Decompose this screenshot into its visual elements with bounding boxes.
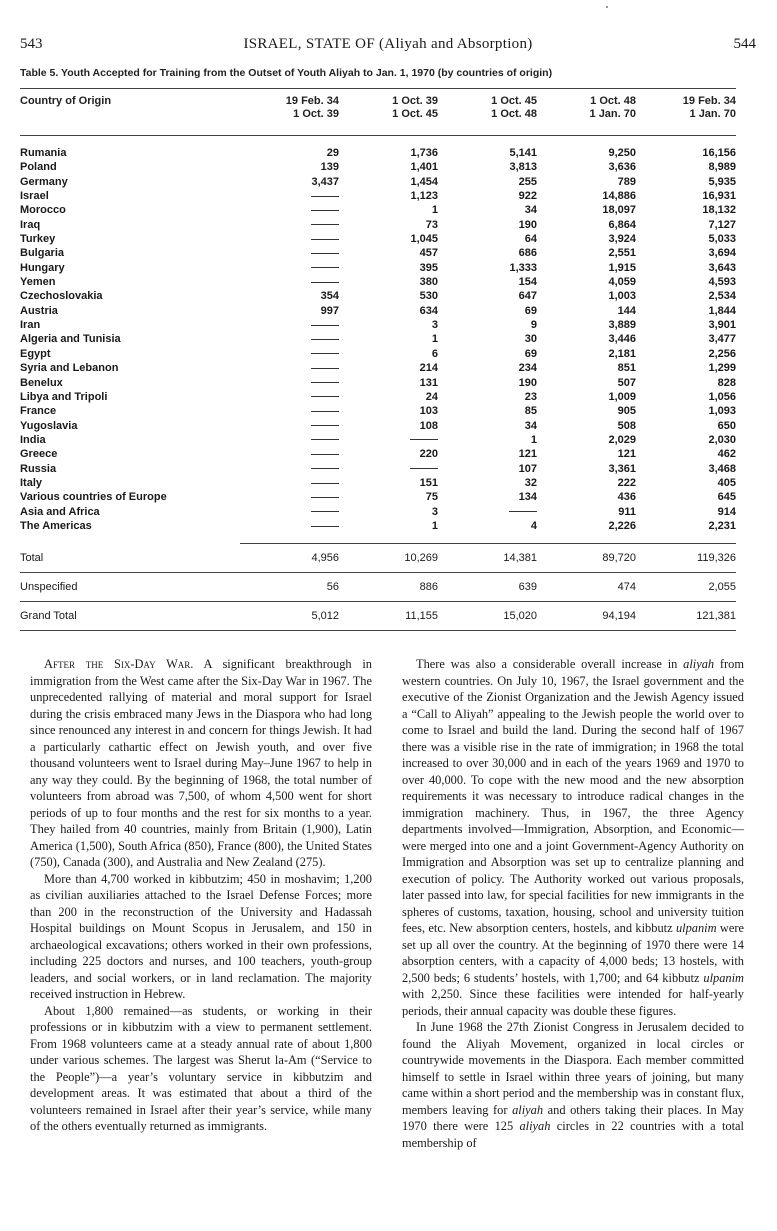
header-line2: 1 Oct. 39 <box>293 108 339 120</box>
header-line1: 1 Oct. 45 <box>491 95 537 107</box>
cell-value: 3,468 <box>708 462 736 475</box>
cell-value: 18,132 <box>702 204 736 217</box>
table-row <box>20 175 736 189</box>
header-line2: 1 Oct. 48 <box>491 108 537 120</box>
cell-value: 4,593 <box>708 276 736 289</box>
cell-value: 905 <box>617 405 636 418</box>
cell-value: 1,401 <box>410 161 438 174</box>
cell-value: 1 <box>431 519 438 532</box>
running-head <box>20 36 756 56</box>
row-label: Benelux <box>20 376 63 389</box>
dash-mark <box>311 253 339 254</box>
row-label: Algeria and Tunisia <box>20 333 121 346</box>
row-label: Libya and Tripoli <box>20 390 108 403</box>
cell-value: 2,551 <box>608 247 636 260</box>
row-label: Iran <box>20 319 41 332</box>
cell-value: 462 <box>717 448 736 461</box>
cell-value: 121 <box>518 448 537 461</box>
cell-value: 190 <box>518 376 537 389</box>
table-row <box>20 189 736 203</box>
paragraph-text: were set up all over the country. At the beginning of 1970 there were 14 absorption centers, with a capacity of 4,000 beds; 13 hostels, with 2,500 beds; 6 students’ hostels, with 1,700; and 64 kibbutz <box>402 921 744 985</box>
cell-value: 1,123 <box>410 190 438 203</box>
cell-value: 911 <box>618 505 636 518</box>
header-period <box>537 95 636 135</box>
paragraph-text: circles in 22 countries with a total membership of <box>402 1119 744 1150</box>
cell-value: 144 <box>617 304 636 317</box>
cell-value: 75 <box>425 491 438 504</box>
table-row <box>20 490 736 504</box>
dash-mark <box>311 439 339 440</box>
dash-mark <box>410 439 438 440</box>
cell-value: 11,155 <box>405 610 438 623</box>
row-label: Bulgaria <box>20 247 65 260</box>
no-data-dash <box>240 332 339 346</box>
table-row <box>20 246 736 260</box>
paragraph-aliyah-movement <box>402 1019 744 1151</box>
cell-value: 6 <box>431 347 438 360</box>
table-row <box>20 404 736 418</box>
paragraph-call-to-aliyah <box>402 656 744 1019</box>
paragraph-text: from western countries. On July 10, 1967, the Israel government and the executive of the Zionist Organization and the Jewish Agency issued a “Call to Aliyah” appealing to the Jewish people the world over to come to Israel and build the land. During the second half of 1967 there was a visible rise in the rate of immigration; in 1968 the total increased to over 30,000 and in each of the years 1969 and 1970 to over 40,000. To cope with the new mood and the new absorption requirements it was necessary to introduce radical changes in the immigration machinery. Thus, in 1967, the three Agency departments involved—Immigration, Absorption, and Economic—were merged into one and a joint Government-Agency Authority on Immigration and Absorption was set up to centralize planning and execution of policy. The Authority worked out various proposals, later passed into law, for special facilities for new immigrants in the spheres of customs, taxation, housing, school and university tuition fees, etc. New absorption centers, hostels, and kibbutz <box>402 657 744 935</box>
cell-value: 1,915 <box>608 261 636 274</box>
cell-value: 7,127 <box>708 218 736 231</box>
cell-value: 3,924 <box>608 233 636 246</box>
cell-value: 154 <box>518 276 537 289</box>
table-row <box>20 318 736 332</box>
dash-mark <box>311 396 339 397</box>
row-label: France <box>20 405 57 418</box>
table-row <box>20 505 736 519</box>
no-data-dash <box>240 462 339 476</box>
cell-value: 380 <box>419 276 438 289</box>
header-line1: 1 Oct. 39 <box>392 95 438 107</box>
cell-value: 507 <box>617 376 636 389</box>
no-data-dash <box>240 232 339 246</box>
row-label: Morocco <box>20 204 66 217</box>
row-label: Yemen <box>20 276 56 289</box>
header-line1: 19 Feb. 34 <box>285 95 339 107</box>
row-label: Grand Total <box>20 610 77 623</box>
table-bottom-rule <box>20 630 736 631</box>
dash-mark <box>311 282 339 283</box>
cell-value: 30 <box>524 333 537 346</box>
dash-mark <box>311 210 339 211</box>
cell-value: 647 <box>518 290 537 303</box>
grand-total-row <box>20 602 736 630</box>
cell-value: 3,361 <box>608 462 636 475</box>
cell-value: 121 <box>617 448 636 461</box>
no-data-dash <box>240 519 339 533</box>
no-data-dash <box>240 447 339 461</box>
cell-value: 29 <box>326 147 339 159</box>
dash-mark <box>311 196 339 197</box>
dash-mark <box>311 325 339 326</box>
cell-value: 1 <box>530 433 537 446</box>
italic-term: ulpanim <box>675 921 717 935</box>
no-data-dash <box>438 505 537 519</box>
cell-value: 89,720 <box>602 552 636 565</box>
cell-value: 234 <box>518 362 537 375</box>
cell-value: 405 <box>717 476 736 489</box>
cell-value: 69 <box>524 347 537 360</box>
dash-mark <box>311 267 339 268</box>
paragraph-text: and others taking their places. In May 1970 there were 125 <box>402 1102 744 1133</box>
table-header-row <box>20 89 736 135</box>
paragraph-text: with 2,250. Since these facilities were intended for half-yearly periods, their annual capacity was double these figures. <box>402 987 744 1018</box>
row-label: Asia and Africa <box>20 505 100 518</box>
unspecified-row <box>20 573 736 601</box>
italic-term: aliyah <box>512 1102 544 1117</box>
table-row <box>20 160 736 174</box>
cell-value: 789 <box>617 175 636 188</box>
cell-value: 108 <box>419 419 438 432</box>
paragraph-text: In June 1968 the 27th Zionist Congress in Jerusalem decided to found the Aliyah Movement, organized in local circles or countrywide movements in the Diaspora. Each member committed himself to settle in Israel within three years of joining, but many came within a short period and the membership was in constant flux, members leaving for <box>402 1020 744 1117</box>
row-label: Poland <box>20 161 57 174</box>
article-right-column <box>402 656 744 1151</box>
row-label: Egypt <box>20 347 51 360</box>
cell-value: 2,029 <box>608 433 636 446</box>
dash-mark <box>311 526 339 527</box>
table-row <box>20 261 736 275</box>
dash-mark <box>311 339 339 340</box>
cell-value: 645 <box>717 491 736 504</box>
cell-value: 3 <box>431 319 438 332</box>
no-data-dash <box>240 275 339 289</box>
no-data-dash <box>240 490 339 504</box>
paragraph-text: A significant breakthrough in immigration from the West came after the Six-Day War in 1967. The unprecedented rallying of material and moral support for Israel during the crisis embraced many Jews in the Diaspora who had long since renounced any interest in and concern for things Jewish. It had a particularly cathartic effect on Jewish youth, and over five thousand volunteers went to Israel during May–June 1967 to help in any way they could. By the beginning of 1968, the total number of volunteers from abroad was 7,500, of whom 4,500 went for short periods of up to four months and the rest for six months to a year. They hailed from 40 countries, mainly from Britain (1,900), Latin America (1,500), South Africa (850), France (800), the United States (750), Canada (300), and Australia and New Zealand (275). <box>30 657 372 869</box>
cell-value: 73 <box>425 218 438 231</box>
no-data-dash <box>240 433 339 447</box>
dash-mark <box>311 425 339 426</box>
paragraph-after-six-day-war <box>30 656 372 871</box>
table-row <box>20 361 736 375</box>
no-data-dash <box>240 376 339 390</box>
row-label: Russia <box>20 462 57 475</box>
row-label: Syria and Lebanon <box>20 362 119 375</box>
table-row <box>20 433 736 447</box>
cell-value: 886 <box>419 581 438 594</box>
total-row <box>20 544 736 572</box>
cell-value: 18,097 <box>602 204 636 217</box>
cell-value: 650 <box>717 419 736 432</box>
cell-value: 686 <box>518 247 537 260</box>
cell-value: 851 <box>617 362 636 375</box>
cell-value: 3,636 <box>608 161 636 174</box>
youth-aliyah-table <box>20 88 736 631</box>
cell-value: 4,956 <box>311 552 339 565</box>
cell-value: 23 <box>524 390 537 403</box>
cell-value: 828 <box>717 376 736 389</box>
row-label: Rumania <box>20 147 67 159</box>
no-data-dash <box>240 361 339 375</box>
cell-value: 1 <box>431 333 438 346</box>
cell-value: 16,931 <box>702 190 736 203</box>
header-country-of-origin <box>20 95 240 135</box>
row-label: Various countries of Europe <box>20 491 167 504</box>
row-label: Unspecified <box>20 581 78 594</box>
table-row <box>20 146 736 160</box>
no-data-dash <box>240 246 339 260</box>
row-label: Czechoslovakia <box>20 290 103 303</box>
cell-value: 395 <box>419 261 438 274</box>
cell-value: 9,250 <box>608 147 636 159</box>
cell-value: 639 <box>518 581 537 594</box>
cell-value: 2,534 <box>708 290 736 303</box>
cell-value: 3,694 <box>708 247 736 260</box>
header-line1: 19 Feb. 34 <box>682 95 736 107</box>
cell-value: 2,030 <box>708 433 736 446</box>
cell-value: 2,226 <box>608 519 636 532</box>
header-period <box>240 95 339 135</box>
cell-value: 1,045 <box>410 233 438 246</box>
no-data-dash <box>240 203 339 217</box>
cell-value: 354 <box>320 290 339 303</box>
row-label: Italy <box>20 476 43 489</box>
row-label: India <box>20 433 46 446</box>
row-label: The Americas <box>20 519 92 532</box>
dash-mark <box>311 382 339 383</box>
cell-value: 15,020 <box>503 610 537 623</box>
cell-value: 1,056 <box>708 390 736 403</box>
cell-value: 107 <box>518 462 537 475</box>
cell-value: 255 <box>518 175 537 188</box>
table-row <box>20 519 736 533</box>
cell-value: 1,093 <box>708 405 736 418</box>
cell-value: 34 <box>524 419 537 432</box>
dash-mark <box>311 511 339 512</box>
scan-speck <box>606 6 608 8</box>
cell-value: 474 <box>617 581 636 594</box>
cell-value: 85 <box>524 405 537 418</box>
header-line1: Country of Origin <box>20 95 112 107</box>
cell-value: 2,181 <box>608 347 636 360</box>
cell-value: 3,643 <box>708 261 736 274</box>
cell-value: 1,333 <box>509 261 537 274</box>
dash-mark <box>311 224 339 225</box>
table-row <box>20 289 736 303</box>
cell-value: 2,231 <box>708 519 736 532</box>
cell-value: 997 <box>320 304 339 317</box>
cell-value: 9 <box>530 319 537 332</box>
table-row <box>20 447 736 461</box>
no-data-dash <box>240 390 339 404</box>
header-period <box>339 95 438 135</box>
cell-value: 3,477 <box>708 333 736 346</box>
dash-mark <box>311 239 339 240</box>
cell-value: 220 <box>419 448 438 461</box>
paragraph-text: There was also a considerable overall increase in <box>416 657 684 671</box>
cell-value: 151 <box>419 476 438 489</box>
cell-value: 4 <box>530 519 537 532</box>
no-data-dash <box>240 505 339 519</box>
cell-value: 14,886 <box>602 190 636 203</box>
cell-value: 2,256 <box>708 347 736 360</box>
paragraph-remained: About 1,800 remained—as students, or working in their professions or in kibbutzim with a view to permanent settlement. From 1968 volunteers came at a steady annual rate of about 1,800 under various schemes. The largest was Sherut la-Am (“Service to the People”)—a year’s voluntary service in kibbutzim and development areas. It was estimated that about a third of the volunteers remained in Israel after their year’s service, while many of the others eventually returned as immigrants. <box>30 1003 372 1133</box>
cell-value: 530 <box>419 290 438 303</box>
cell-value: 1 <box>431 204 438 217</box>
table-row <box>20 275 736 289</box>
cell-value: 5,012 <box>311 610 339 623</box>
cell-value: 1,844 <box>708 304 736 317</box>
cell-value: 508 <box>617 419 636 432</box>
cell-value: 103 <box>419 405 438 418</box>
dash-mark <box>311 497 339 498</box>
cell-value: 1,003 <box>608 290 636 303</box>
cell-value: 32 <box>524 476 537 489</box>
italic-term: aliyah <box>683 657 715 671</box>
row-label: Greece <box>20 448 58 461</box>
table-row <box>20 304 736 318</box>
cell-value: 2,055 <box>708 581 736 594</box>
cell-value: 8,989 <box>708 161 736 174</box>
header-line2: 1 Jan. 70 <box>689 108 736 120</box>
table-row <box>20 390 736 404</box>
table-row <box>20 419 736 433</box>
cell-value: 24 <box>425 390 438 403</box>
cell-value: 1,736 <box>410 147 438 159</box>
cell-value: 457 <box>419 247 438 260</box>
dash-mark <box>311 454 339 455</box>
italic-term: ulpanim <box>703 970 744 985</box>
cell-value: 190 <box>518 218 537 231</box>
no-data-dash <box>240 189 339 203</box>
table-row <box>20 347 736 361</box>
no-data-dash <box>339 462 438 476</box>
cell-value: 94,194 <box>602 610 636 623</box>
left-page-number: 543 <box>20 36 43 52</box>
cell-value: 3,889 <box>608 319 636 332</box>
table-row <box>20 476 736 490</box>
cell-value: 16,156 <box>702 147 736 159</box>
cell-value: 10,269 <box>404 552 438 565</box>
cell-value: 34 <box>524 204 537 217</box>
section-lead: After the Six-Day War. <box>44 657 194 671</box>
row-label: Yugoslavia <box>20 419 78 432</box>
cell-value: 634 <box>419 304 438 317</box>
right-page-number: 544 <box>733 36 756 52</box>
row-label: Israel <box>20 190 49 203</box>
table-caption: Table 5. Youth Accepted for Training from the Outset of Youth Aliyah to Jan. 1, 1970 (by countries of origin) <box>20 67 553 79</box>
cell-value: 5,141 <box>509 147 537 159</box>
table-row <box>20 218 736 232</box>
row-label: Iraq <box>20 218 41 231</box>
table-row <box>20 232 736 246</box>
cell-value: 121,381 <box>696 610 736 623</box>
cell-value: 3 <box>431 505 438 518</box>
cell-value: 119,326 <box>697 552 736 565</box>
cell-value: 3,813 <box>509 161 537 174</box>
dash-mark <box>311 353 339 354</box>
paragraph-volunteer-work: More than 4,700 worked in kibbutzim; 450 in moshavim; 1,200 as civilian auxiliaries attached to the Israel Defense Forces; more than 200 in the reconstruction of the University and Hadassah Hospital buildings on Mount Scopus in Jerusalem, and 150 in archaeological excavations; others worked in their own professions, including 225 doctors and nurses, and 100 teachers, youth-group leaders, and social workers, or in land reclamation. The majority received instruction in Hebrew. <box>30 871 372 1001</box>
running-head-title: ISRAEL, STATE OF (Aliyah and Absorption) <box>243 36 533 52</box>
header-period <box>438 95 537 135</box>
cell-value: 1,454 <box>410 175 438 188</box>
cell-value: 1,299 <box>708 362 736 375</box>
header-line2: 1 Jan. 70 <box>589 108 636 120</box>
cell-value: 131 <box>419 376 438 389</box>
cell-value: 6,864 <box>608 218 636 231</box>
cell-value: 214 <box>419 362 438 375</box>
cell-value: 56 <box>326 581 339 594</box>
no-data-dash <box>240 347 339 361</box>
row-label: Germany <box>20 175 68 188</box>
row-label: Turkey <box>20 233 56 246</box>
row-label: Austria <box>20 304 58 317</box>
no-data-dash <box>240 419 339 433</box>
no-data-dash <box>240 318 339 332</box>
dash-mark <box>311 411 339 412</box>
cell-value: 64 <box>524 233 537 246</box>
cell-value: 222 <box>617 476 636 489</box>
row-label: Total <box>20 552 44 565</box>
header-line2: 1 Oct. 45 <box>392 108 438 120</box>
no-data-dash <box>240 476 339 490</box>
cell-value: 914 <box>717 505 736 518</box>
dash-mark <box>311 468 339 469</box>
cell-value: 3,437 <box>311 175 339 188</box>
table-row <box>20 332 736 346</box>
cell-value: 3,901 <box>708 319 736 332</box>
article-left-column <box>30 656 372 1135</box>
no-data-dash <box>339 433 438 447</box>
table-body <box>20 136 736 533</box>
table-row <box>20 376 736 390</box>
cell-value: 1,009 <box>608 390 636 403</box>
table-row <box>20 462 736 476</box>
cell-value: 4,059 <box>608 276 636 289</box>
dash-mark <box>311 368 339 369</box>
cell-value: 14,381 <box>503 552 537 565</box>
cell-value: 922 <box>518 190 537 203</box>
dash-mark <box>410 468 438 469</box>
row-label: Hungary <box>20 261 65 274</box>
cell-value: 5,033 <box>708 233 736 246</box>
no-data-dash <box>240 261 339 275</box>
no-data-dash <box>240 218 339 232</box>
cell-value: 69 <box>524 304 537 317</box>
header-period <box>636 95 736 135</box>
cell-value: 3,446 <box>608 333 636 346</box>
header-line1: 1 Oct. 48 <box>590 95 636 107</box>
cell-value: 5,935 <box>708 175 736 188</box>
table-row <box>20 203 736 217</box>
dash-mark <box>311 483 339 484</box>
no-data-dash <box>240 404 339 418</box>
italic-term: aliyah <box>519 1119 551 1133</box>
cell-value: 134 <box>518 491 537 504</box>
cell-value: 139 <box>320 161 339 174</box>
cell-value: 436 <box>617 491 636 504</box>
dash-mark <box>509 511 537 512</box>
